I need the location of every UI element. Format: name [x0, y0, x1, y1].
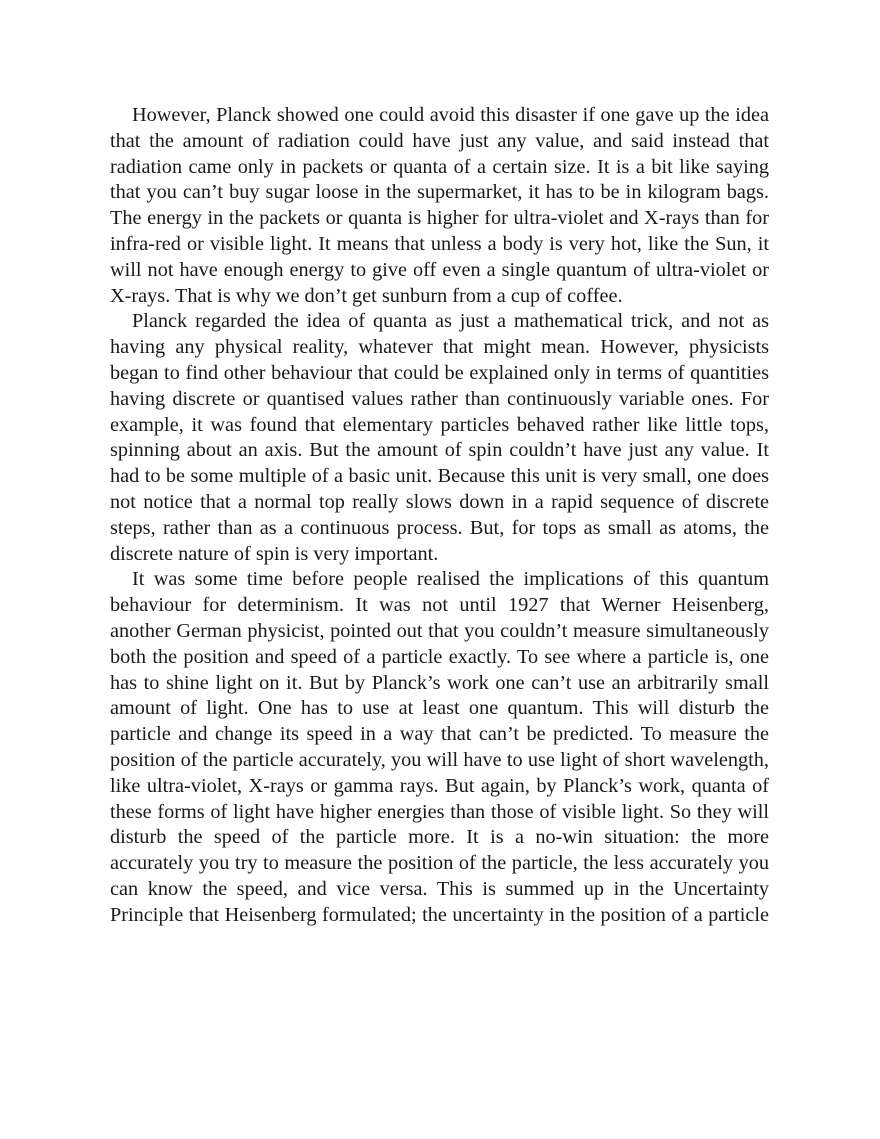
paragraph-planck-quanta: However, Planck showed one could avoid this disaster if one gave up the idea that the amount of radiation could have just any value, and said instead that radiation came only in packets or quanta of a certain size. It is a bit like saying that you can’t buy sugar loose in the supermarket, it has to be in kilogram bags. The energy in the packets or quanta is higher for ultra-violet and X-rays than for infra-red or visible light. It means that unless a body is very hot, like the Sun, it will not have enough energy to give off even a single quantum of ultra-violet or X-rays. That is why we don’t get sunburn from a cup of coffee.: [110, 104, 769, 307]
document-page: [110, 103, 769, 929]
paragraph-uncertainty-principle: It was some time before people realised the implications of this quantum behaviour for determinism. It was not until 1927 that Werner Heisenberg, another German physicist, pointed out that you couldn’t measure simultaneously both the position and speed of a particle exactly. To see where a particle is, one has to shine light on it. But by Planck’s work one can’t use an arbitrarily small amount of light. One has to use at least one quantum. This will disturb the particle and change its speed in a way that can’t be predicted. To measure the position of the particle accurately, you will have to use light of short wavelength, like ultra-violet, X-rays or gamma rays. But again, by Planck’s work, quanta of these forms of light have higher energies than those of visible light. So they will disturb the speed of the particle more. It is a no-win situation: the more accurately you try to measure the position of the particle, the less accurately you can know the speed, and vice versa. This is summed up in the Uncertainty Principle that Heisenberg formulated; the uncertainty in the position of a particle: [110, 568, 769, 926]
paragraph-quantised-spin: Planck regarded the idea of quanta as just a mathematical trick, and not as having any physical reality, whatever that might mean. However, physicists began to find other behaviour that could be explained only in terms of quantities having discrete or quantised values rather than continuously variable ones. For example, it was found that elementary particles behaved rather like little tops, spinning about an axis. But the amount of spin couldn’t have just any value. It had to be some multiple of a basic unit. Because this unit is very small, one does not notice that a normal top really slows down in a rapid sequence of discrete steps, rather than as a continuous process. But, for tops as small as atoms, the discrete nature of spin is very important.: [110, 310, 769, 565]
